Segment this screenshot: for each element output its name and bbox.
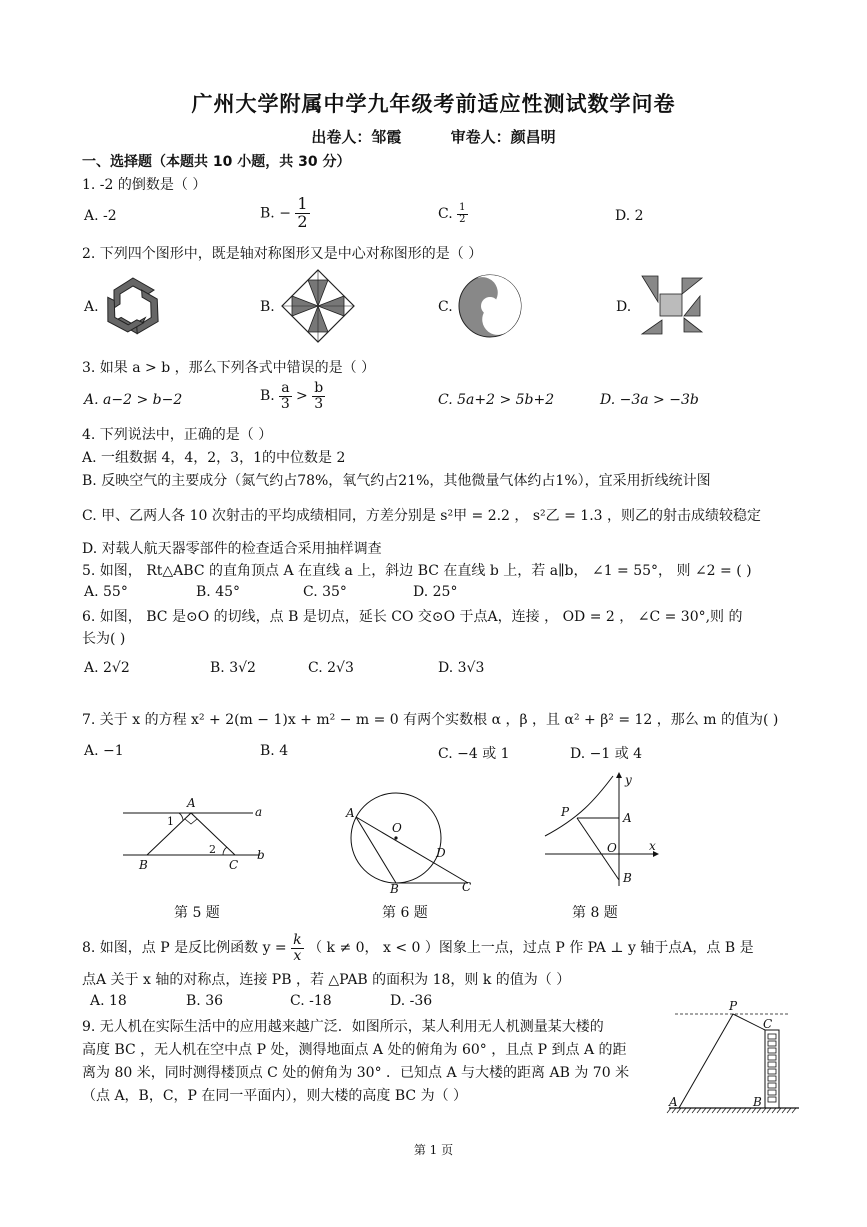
fig5-label-c-vertex: C xyxy=(229,858,239,872)
q1-option-a: A. -2 xyxy=(84,208,117,224)
q6-stem-2: 长为( ) xyxy=(82,631,126,647)
q1-c-prefix: C. xyxy=(438,206,453,222)
q3-b-num1: a xyxy=(281,380,290,396)
q9-line-4: （点 A，B，C，P 在同一平面内），则大楼的高度 BC 为（ ） xyxy=(82,1088,468,1104)
ground-hatch xyxy=(717,1108,721,1113)
ground-hatch xyxy=(732,1108,736,1113)
q8-stem-part-2: （ k ≠ 0， x < 0 ）图象上一点，过点 P 作 PA ⊥ y 轴于点A，点 B 是 xyxy=(308,940,754,957)
q7-option-b: B. 4 xyxy=(260,743,289,759)
q7-stem: 7. 关于 x 的方程 x² + 2(m − 1)x + m² − m = 0 有两个实数根 α ，β ，且 α² + β² = 12 ，那么 m 的值为( ) xyxy=(82,712,779,728)
ground-hatch xyxy=(762,1108,766,1113)
q3-option-b xyxy=(260,381,325,411)
figure-5-caption: 第 5 题 xyxy=(174,905,220,921)
q2-option-a: A. xyxy=(84,299,99,315)
fig9-label-a: A xyxy=(669,1095,678,1109)
q6-option-a: A. 2√2 xyxy=(84,660,130,676)
ground-hatch xyxy=(737,1108,741,1113)
fig5-label-angle-2: 2 xyxy=(209,843,216,856)
fig8-label-x: x xyxy=(649,839,656,853)
q6-option-d: D. 3√3 xyxy=(438,660,485,676)
fig8-label-p: P xyxy=(561,805,570,819)
q2-option-d: D. xyxy=(616,299,632,315)
q3-option-d: D. −3a > −3b xyxy=(600,392,699,408)
q7-option-d: D. −1 或 4 xyxy=(570,746,643,762)
ground-hatch xyxy=(792,1108,796,1113)
q8-option-c: C. -18 xyxy=(290,993,332,1009)
q9-line-3: 离为 80 米，同时测得楼顶点 C 处的俯角为 30° ．已知点 A 与大楼的距离 AB 为 70 米 xyxy=(82,1065,630,1081)
ground-hatch xyxy=(707,1108,711,1113)
q2-option-b: B. xyxy=(260,299,275,315)
q1-option-c xyxy=(438,203,468,225)
ground-hatch xyxy=(697,1108,701,1113)
fig8-label-a: A xyxy=(623,811,632,825)
fig6-label-d: D xyxy=(436,846,446,860)
figure-9-diagram xyxy=(665,1000,805,1120)
q1-b-den: 2 xyxy=(297,211,308,231)
fig9-label-p: P xyxy=(729,999,738,1013)
fig9-label-b: B xyxy=(753,1095,762,1109)
ground-hatch xyxy=(787,1108,791,1113)
q6-stem: 6. 如图， BC 是⊙O 的切线，点 B 是切点，延长 CO 交⊙O 于点A，连接 ， OD = 2 ， ∠C = 30°,则 的 xyxy=(82,609,743,625)
q8-option-a: A. 18 xyxy=(90,993,127,1009)
q8-stem-line-2: 点A 关于 x 轴的对称点，连接 PB ，若 △PAB 的面积为 18，则 k 的值为（ ） xyxy=(82,972,571,988)
reviewer: 审卷人：颜昌明 xyxy=(450,128,556,146)
q2-figure-a-icon xyxy=(102,274,164,340)
q8-option-b: B. 36 xyxy=(186,993,224,1009)
ground-hatch xyxy=(772,1108,776,1113)
figure-8-diagram xyxy=(535,770,665,890)
q4-option-c: C. 甲、乙两人各 10 次射击的平均成绩相同，方差分别是 s²甲 = 2.2 ， s²乙 = 1.3 ，则乙的射击成绩较稳定 xyxy=(82,508,762,524)
q5-option-d: D. 25° xyxy=(413,584,458,600)
q1-b-num: 1 xyxy=(297,194,308,213)
section-heading: 一、选择题（本题共 10 小题，共 30 分） xyxy=(82,154,351,170)
q4-option-b: B. 反映空气的主要成分（氮气约占78%，氧气约占21%，其他微量气体约占1%），宜采用折线统计图 xyxy=(82,473,711,489)
ground-hatch xyxy=(777,1108,781,1113)
q2-figure-d-icon xyxy=(638,274,704,338)
q3-b-gt: > xyxy=(296,388,308,405)
q2-option-c: C. xyxy=(438,299,453,315)
q1-option-d: D. 2 xyxy=(615,208,644,224)
page-footer: 第 1 页 xyxy=(413,1143,454,1157)
q1-c-num: 1 xyxy=(459,202,466,213)
ground-hatch xyxy=(692,1108,696,1113)
q8-k-num: k xyxy=(293,932,302,948)
q6-option-b: B. 3√2 xyxy=(210,660,256,676)
fig8-label-b: B xyxy=(623,871,632,885)
ground-hatch xyxy=(742,1108,746,1113)
fig5-label-angle-1: 1 xyxy=(167,815,174,828)
q4-option-a: A. 一组数据 4，4，2，3，1的中位数是 2 xyxy=(82,450,346,466)
q4-stem: 4. 下列说法中，正确的是（ ） xyxy=(82,427,273,443)
q1-c-den: 2 xyxy=(459,213,466,225)
fig6-label-a: A xyxy=(346,806,355,820)
q3-option-c: C. 5a+2 > 5b+2 xyxy=(438,392,555,408)
figure-6-caption: 第 6 题 xyxy=(382,905,428,921)
q8-k-den: x xyxy=(293,947,302,964)
q7-option-c: C. −4 或 1 xyxy=(438,746,510,762)
fig5-label-line-a: a xyxy=(255,805,263,819)
setter: 出卷人：邹霞 xyxy=(311,128,402,146)
fig6-label-o: O xyxy=(392,821,402,835)
q3-option-a: A. a−2 > b−2 xyxy=(84,392,183,408)
q1-option-b xyxy=(260,196,310,231)
fig6-label-b: B xyxy=(390,882,399,896)
ground-hatch xyxy=(782,1108,786,1113)
figure-5-diagram xyxy=(115,795,275,875)
fig9-label-c: C xyxy=(763,1017,773,1031)
fig5-label-line-b: b xyxy=(257,848,265,862)
ground-hatch xyxy=(712,1108,716,1113)
ground-hatch xyxy=(727,1108,731,1113)
q3-stem: 3. 如果 a > b ，那么下列各式中错误的是（ ） xyxy=(82,360,376,376)
q3-b-prefix: B. xyxy=(260,388,275,405)
q2-figure-c-icon xyxy=(458,274,522,338)
q2-stem: 2. 下列四个图形中，既是轴对称图形又是中心对称图形的是（ ） xyxy=(82,246,483,262)
figure-6-diagram xyxy=(340,795,480,895)
page-title: 广州大学附属中学九年级考前适应性测试数学问卷 xyxy=(191,92,676,116)
q9-line-1: 9. 无人机在实际生活中的应用越来越广泛．如图所示，某人利用无人机测量某大楼的 xyxy=(82,1019,604,1035)
ground-hatch xyxy=(682,1108,686,1113)
q8-stem-line-1 xyxy=(82,933,754,963)
q7-option-a: A. −1 xyxy=(84,743,124,759)
figure-8-caption: 第 8 题 xyxy=(572,905,618,921)
fig8-label-o: O xyxy=(607,841,617,855)
ground-hatch xyxy=(767,1108,771,1113)
ground-hatch xyxy=(722,1108,726,1113)
q6-option-c: C. 2√3 xyxy=(308,660,354,676)
q3-b-den1: 3 xyxy=(280,395,290,412)
q5-stem: 5. 如图， Rt△ABC 的直角顶点 A 在直线 a 上，斜边 BC 在直线 b 上，若 a∥b， ∠1 = 55°， 则 ∠2 = ( ) xyxy=(82,563,752,579)
ground-hatch xyxy=(747,1108,751,1113)
q1-stem: 1. -2 的倒数是（ ） xyxy=(82,177,207,193)
q3-b-den2: 3 xyxy=(314,395,324,412)
q5-option-a: A. 55° xyxy=(84,584,128,600)
q2-figure-b-icon xyxy=(280,268,356,344)
q3-b-num2: b xyxy=(314,380,324,396)
fig8-label-y: y xyxy=(625,773,632,787)
authors-line xyxy=(0,126,867,147)
ground-hatch xyxy=(702,1108,706,1113)
q5-option-c: C. 35° xyxy=(303,584,347,600)
fig5-label-a-vertex: A xyxy=(187,796,196,810)
ground-hatch xyxy=(687,1108,691,1113)
q5-option-b: B. 45° xyxy=(196,584,241,600)
q8-stem-part-1: 8. 如图，点 P 是反比例函数 y = xyxy=(82,940,287,957)
q1-b-prefix: B. − xyxy=(260,205,291,222)
fig6-label-c: C xyxy=(462,880,472,894)
q4-option-d: D. 对载人航天器零部件的检查适合采用抽样调查 xyxy=(82,541,382,557)
fig5-label-b-vertex: B xyxy=(139,858,148,872)
q8-option-d: D. -36 xyxy=(390,993,433,1009)
q9-line-2: 高度 BC ，无人机在空中点 P 处，测得地面点 A 处的俯角为 60° ，且点 P 到点 A 的距 xyxy=(82,1042,627,1058)
